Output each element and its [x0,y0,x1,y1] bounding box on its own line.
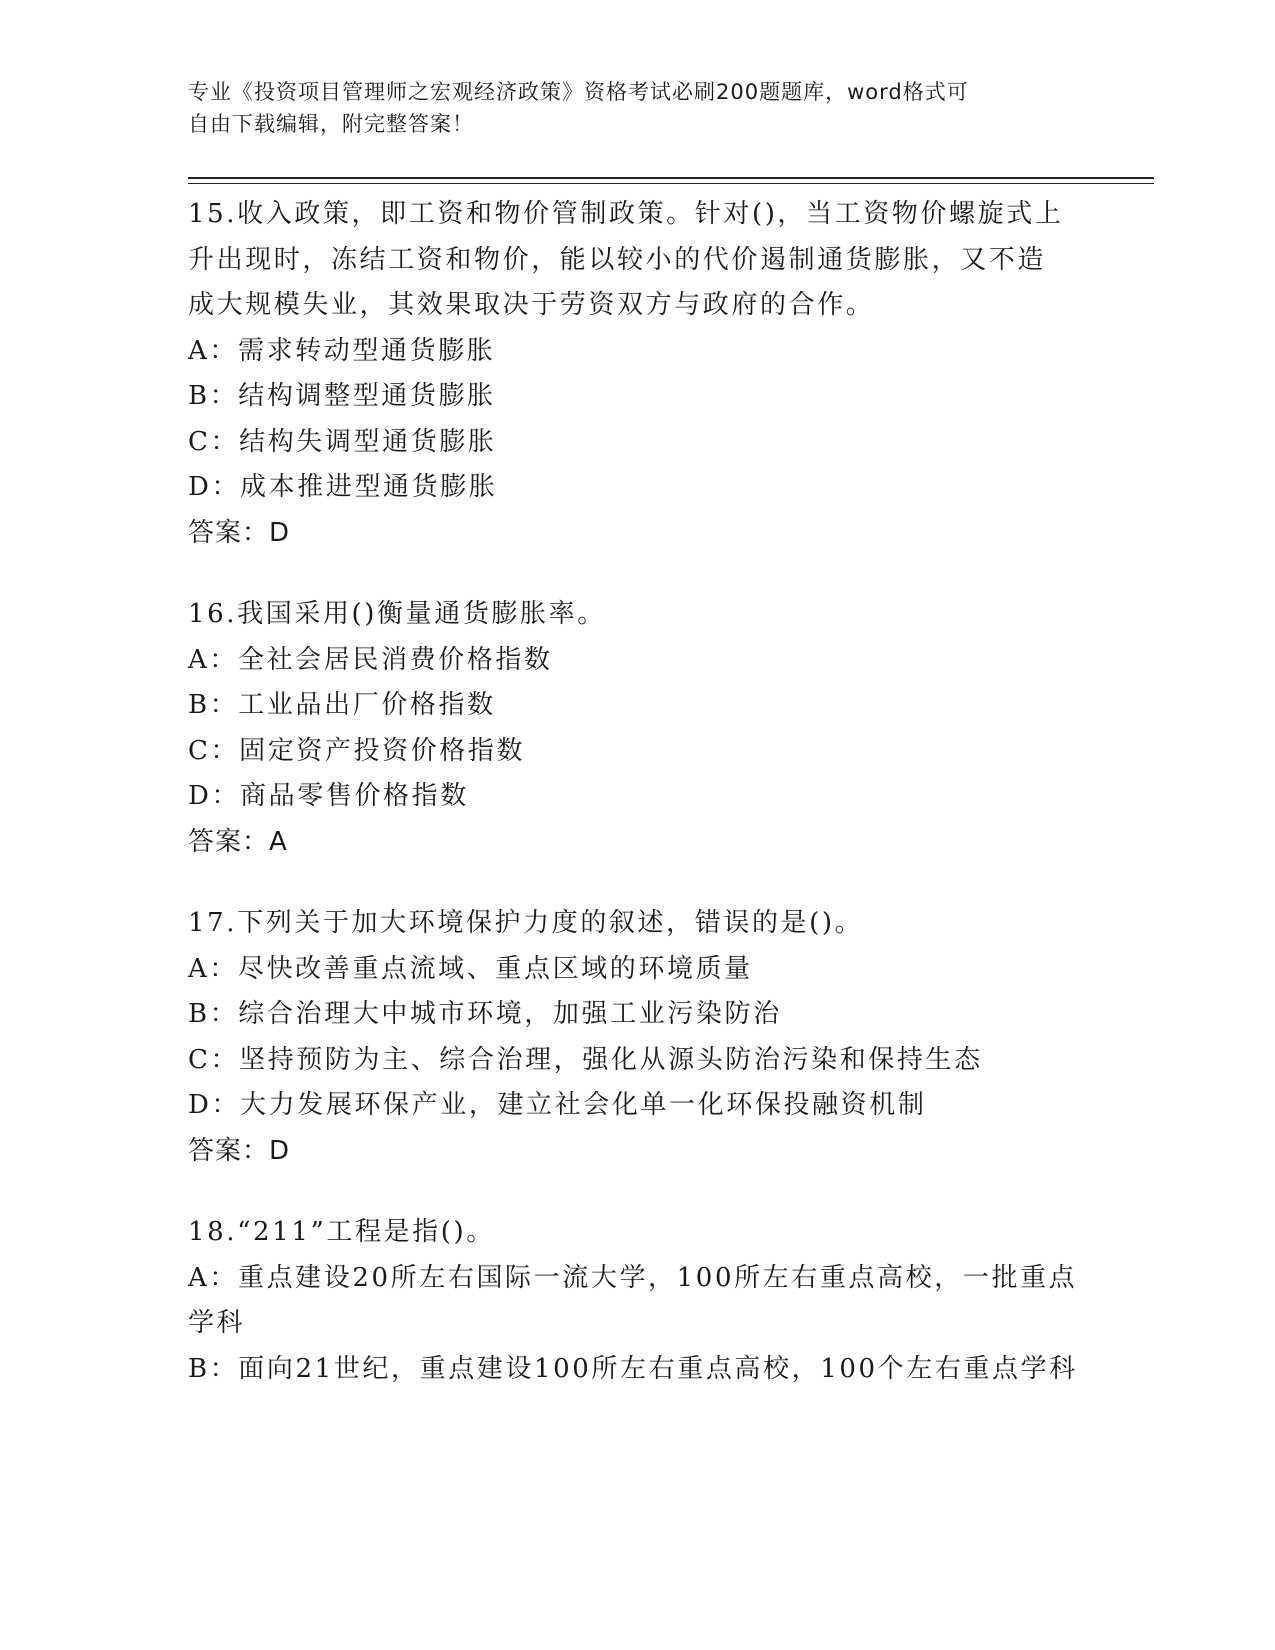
question-stem-line: 升出现时，冻结工资和物价，能以较小的代价遏制通货膨胀，又不造 [188,244,1047,275]
question-list [188,192,1088,1428]
option-a: A：需求转动型通货膨胀 [188,335,496,366]
document-page [188,0,1088,1650]
header-line-1: 专业《投资项目管理师之宏观经济政策》资格考试必刷200题题库，word格式可 [188,80,969,104]
option-c: C：固定资产投资价格指数 [188,735,526,766]
question-18 [188,1210,1088,1392]
option-a: A：全社会居民消费价格指数 [188,644,553,675]
question-15 [188,192,1088,556]
option-a: A：尽快改善重点流域、重点区域的环境质量 [188,953,753,984]
question-stem-line: 18.“211”工程是指()。 [188,1217,495,1247]
question-stem-line: 成大规模失业，其效果取决于劳资双方与政府的合作。 [188,290,875,320]
option-b: B：结构调整型通货膨胀 [188,381,496,411]
option-d: D：大力发展环保产业，建立社会化单一化环保投融资机制 [188,1090,927,1120]
option-d: D：成本推进型通货膨胀 [188,472,498,502]
option-a-continued: 学科 [188,1308,246,1338]
option-c: C：结构失调型通货膨胀 [188,426,497,457]
header-line-2: 自由下载编辑，附完整答案！ [188,112,474,136]
option-b: B：工业品出厂价格指数 [188,690,496,720]
question-stem-line: 15.收入政策，即工资和物价管制政策。针对()，当工资物价螺旋式上 [188,199,1064,229]
question-17 [188,901,1088,1174]
option-b: B：综合治理大中城市环境，加强工业污染防治 [188,999,782,1029]
option-a: A：重点建设20所左右国际一流大学，100所左右重点高校，一批重点 [188,1262,1078,1293]
option-d: D：商品零售价格指数 [188,781,469,811]
header-divider-thick [188,177,1154,179]
answer-line: 答案：A [188,826,288,857]
header-divider-thin [188,183,1154,184]
option-b: B：面向21世纪，重点建设100所左右重点高校，100个左右重点学科 [188,1353,1078,1384]
answer-line: 答案：D [188,517,291,548]
question-stem-line: 16.我国采用()衡量通货膨胀率。 [188,599,606,629]
question-stem-line: 17.下列关于加大环境保护力度的叙述，错误的是()。 [188,908,864,938]
option-c: C：坚持预防为主、综合治理，强化从源头防治污染和保持生态 [188,1044,983,1075]
question-16 [188,592,1088,865]
answer-line: 答案：D [188,1135,291,1166]
document-header [188,76,1068,140]
